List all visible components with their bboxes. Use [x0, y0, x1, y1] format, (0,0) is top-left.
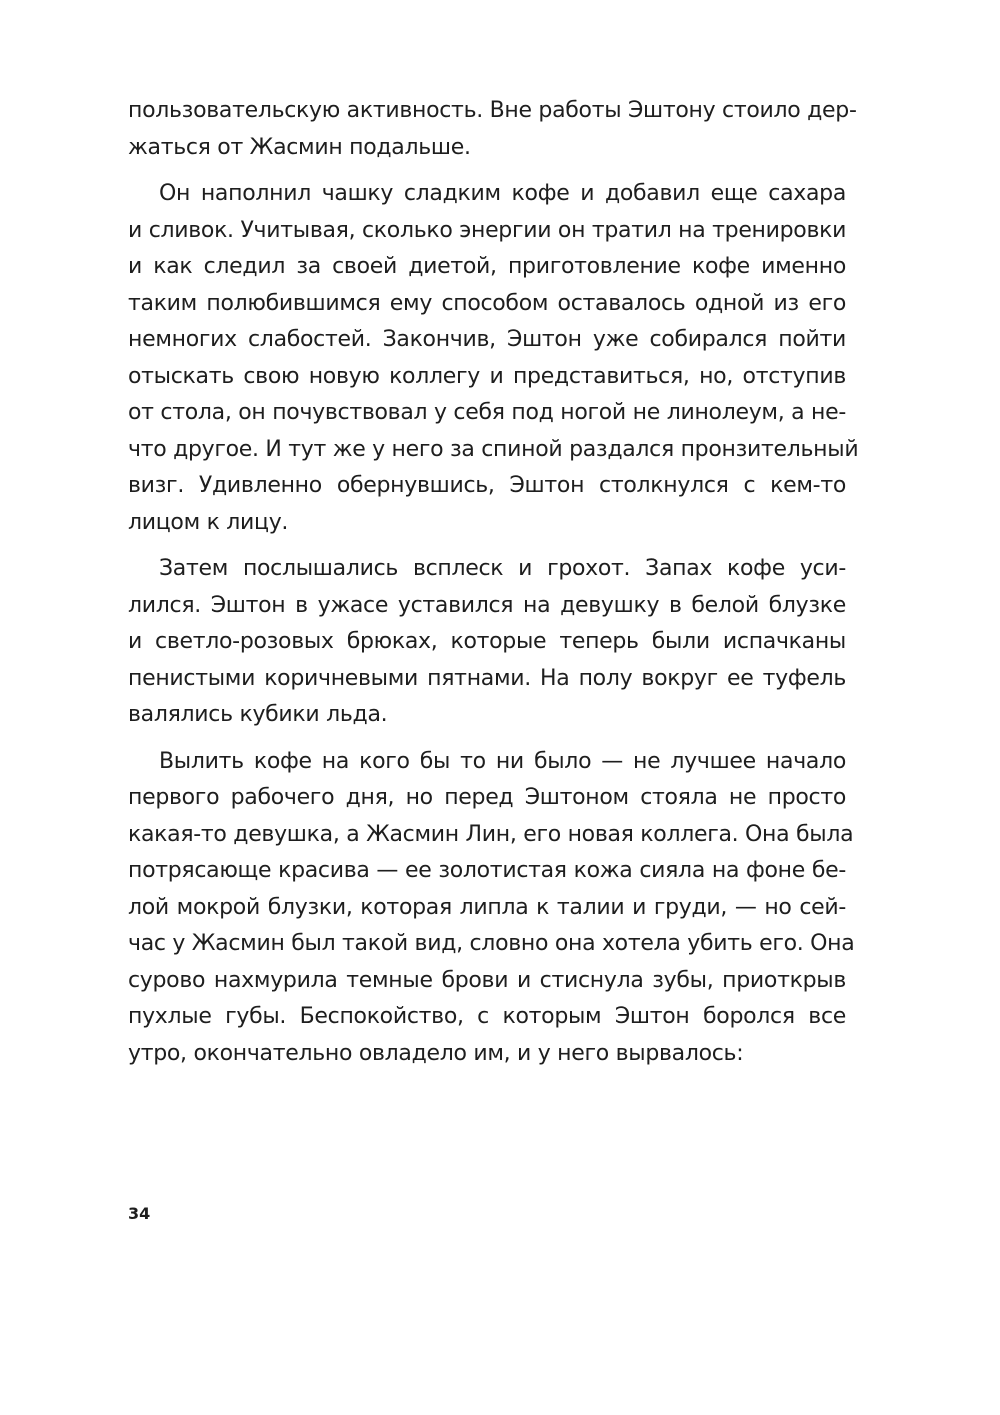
text-line: пухлые губы. Беспокойство, с которым Эштон боролся все	[128, 1004, 846, 1029]
text-line: визг. Удивленно обернувшись, Эштон столкнулся с кем-то	[128, 473, 846, 498]
text-line: лился. Эштон в ужасе уставился на девушку в белой блузке	[128, 592, 846, 618]
text-line: пользовательскую активность. Вне работы Эштону стоило дер-	[128, 98, 857, 123]
text-line: что другое. И тут же у него за спиной раздался пронзительный	[128, 436, 859, 462]
text-line: утро, окончательно овладело им, и у него вырвалось:	[128, 1040, 744, 1066]
text-line: сурово нахмурила темные брови и стиснула зубы, приоткрыв	[128, 967, 846, 993]
text-line: потрясающе красива — ее золотистая кожа сияла на фоне бе-	[128, 858, 846, 883]
text-line: лой мокрой блузки, которая липла к талии и груди, — но сей-	[128, 894, 846, 920]
text-line: пенистыми коричневыми пятнами. На полу вокруг ее туфель	[128, 665, 846, 691]
paragraph-4	[128, 744, 855, 1073]
paragraph-3	[128, 551, 846, 734]
text-line: жаться от Жасмин подальше.	[128, 134, 471, 160]
text-line: таким полюбившимся ему способом оставалось одной из его	[128, 290, 846, 316]
text-line: отыскать свою новую коллегу и представиться, но, отступив	[128, 363, 846, 389]
text-line: Вылить кофе на кого бы то ни было — не лучшее начало	[159, 748, 846, 774]
page-number: 34	[128, 1204, 151, 1223]
text-line: и светло-розовых брюках, которые теперь были испачканы	[128, 629, 846, 654]
text-line: и сливок. Учитывая, сколько энергии он тратил на тренировки	[128, 217, 847, 243]
text-line: валялись кубики льда.	[128, 702, 388, 727]
text-line: Он наполнил чашку сладким кофе и добавил еще сахара	[159, 181, 846, 206]
text-line: Затем послышались всплеск и грохот. Запах кофе уси-	[159, 556, 846, 581]
text-line: лицом к лицу.	[128, 509, 289, 535]
text-line: первого рабочего дня, но перед Эштоном стояла не просто	[128, 785, 846, 810]
text-line: час у Жасмин был такой вид, словно она хотела убить его. Она	[128, 931, 855, 956]
paragraph-2	[128, 176, 859, 541]
text-line: немногих слабостей. Закончив, Эштон уже собирался пойти	[128, 327, 846, 352]
text-line: и как следил за своей диетой, приготовление кофе именно	[128, 254, 846, 279]
text-line: какая-то девушка, а Жасмин Лин, его новая коллега. Она была	[128, 821, 854, 847]
text-line: от стола, он почувствовал у себя под ногой не линолеум, а не-	[128, 400, 846, 425]
body-text	[128, 93, 859, 1072]
paragraph-1	[128, 93, 857, 166]
